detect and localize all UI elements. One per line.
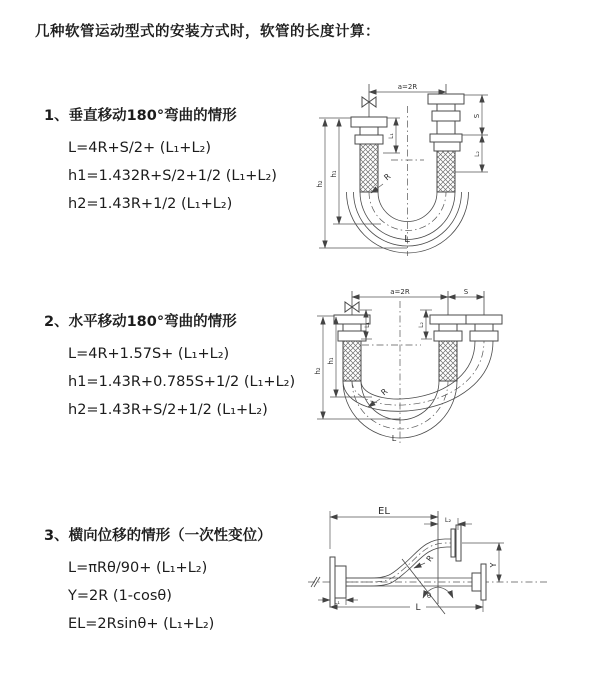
hose-u-bend-position2	[343, 341, 493, 411]
left-pipe-fitting	[351, 117, 387, 192]
diagram-vertical-180-bend	[303, 72, 553, 259]
dim-label-a2r: a=2R	[397, 83, 418, 91]
dim-label-y: Y	[489, 562, 498, 568]
formula-line: h2=1.43R+S/2+1/2 (L₁+L₂)	[68, 402, 268, 418]
right-flange	[472, 564, 486, 600]
dim-label-el: EL	[378, 506, 390, 517]
section-lateral-displacement	[44, 524, 324, 638]
formula-line: h1=1.432R+S/2+1/2 (L₁+L₂)	[68, 168, 277, 184]
radius-leader	[368, 399, 380, 407]
dim-label-l1: L₁	[334, 599, 340, 606]
dim-label-l1: L₁	[364, 322, 371, 328]
dim-label-s: S	[463, 288, 469, 296]
formula-line: L=4R+S/2+ (L₁+L₂)	[68, 140, 211, 156]
section-horizontal-bend	[44, 310, 324, 424]
right-pipe-fitting	[466, 315, 502, 341]
centerlines	[352, 291, 484, 445]
right-pipe-fitting	[428, 94, 464, 192]
dim-label-h1: h₁	[330, 170, 338, 178]
formula-line: h2=1.43R+1/2 (L₁+L₂)	[68, 196, 233, 212]
formula-line: L=πRθ/90+ (L₁+L₂)	[68, 560, 208, 576]
hose-displaced-position	[346, 539, 451, 586]
section-heading: 2、水平移动180°弯曲的情形	[44, 314, 237, 330]
dim-label-h2: h₂	[314, 367, 322, 375]
dim-label-l2: L₂	[474, 151, 481, 157]
dim-label-l: L	[391, 434, 397, 443]
dim-label-l2: L₂	[418, 322, 425, 328]
dim-label-h2: h₂	[316, 180, 324, 188]
dim-label-s: S	[473, 113, 481, 119]
dim-label-r: R	[424, 553, 436, 564]
diagram-lateral-displacement	[296, 503, 562, 630]
formula-line: EL=2Rsinθ+ (L₁+L₂)	[68, 616, 215, 632]
angle-construction	[402, 559, 453, 614]
dim-label-l: L	[404, 234, 410, 245]
formula-line: Y=2R (1-cosθ)	[68, 588, 172, 604]
middle-pipe-fitting	[430, 315, 466, 381]
page-title: 几种软管运动型式的安装方式时，软管的长度计算：	[35, 24, 380, 40]
dim-label-l2: L₂	[444, 516, 452, 524]
dim-label-r: R	[379, 386, 390, 398]
section-vertical-bend	[44, 104, 324, 218]
dim-label-r: R	[382, 171, 393, 183]
formula-line: L=4R+1.57S+ (L₁+L₂)	[68, 346, 230, 362]
dim-label-l1: L₁	[388, 133, 395, 139]
dim-label-h1: h₁	[327, 357, 335, 365]
dim-label-a2r: a=2R	[390, 288, 410, 296]
diagram-horizontal-180-bend	[308, 283, 558, 450]
upper-flange	[451, 525, 461, 561]
section-heading: 1、垂直移动180°弯曲的情形	[44, 108, 237, 124]
section-heading: 3、横向位移的情形（一次性变位）	[44, 528, 272, 544]
dim-l	[330, 600, 483, 612]
dim-label-l: L	[415, 603, 421, 613]
dim-label-theta: θ	[426, 592, 432, 600]
formula-line: h1=1.43R+0.785S+1/2 (L₁+L₂)	[68, 374, 296, 390]
